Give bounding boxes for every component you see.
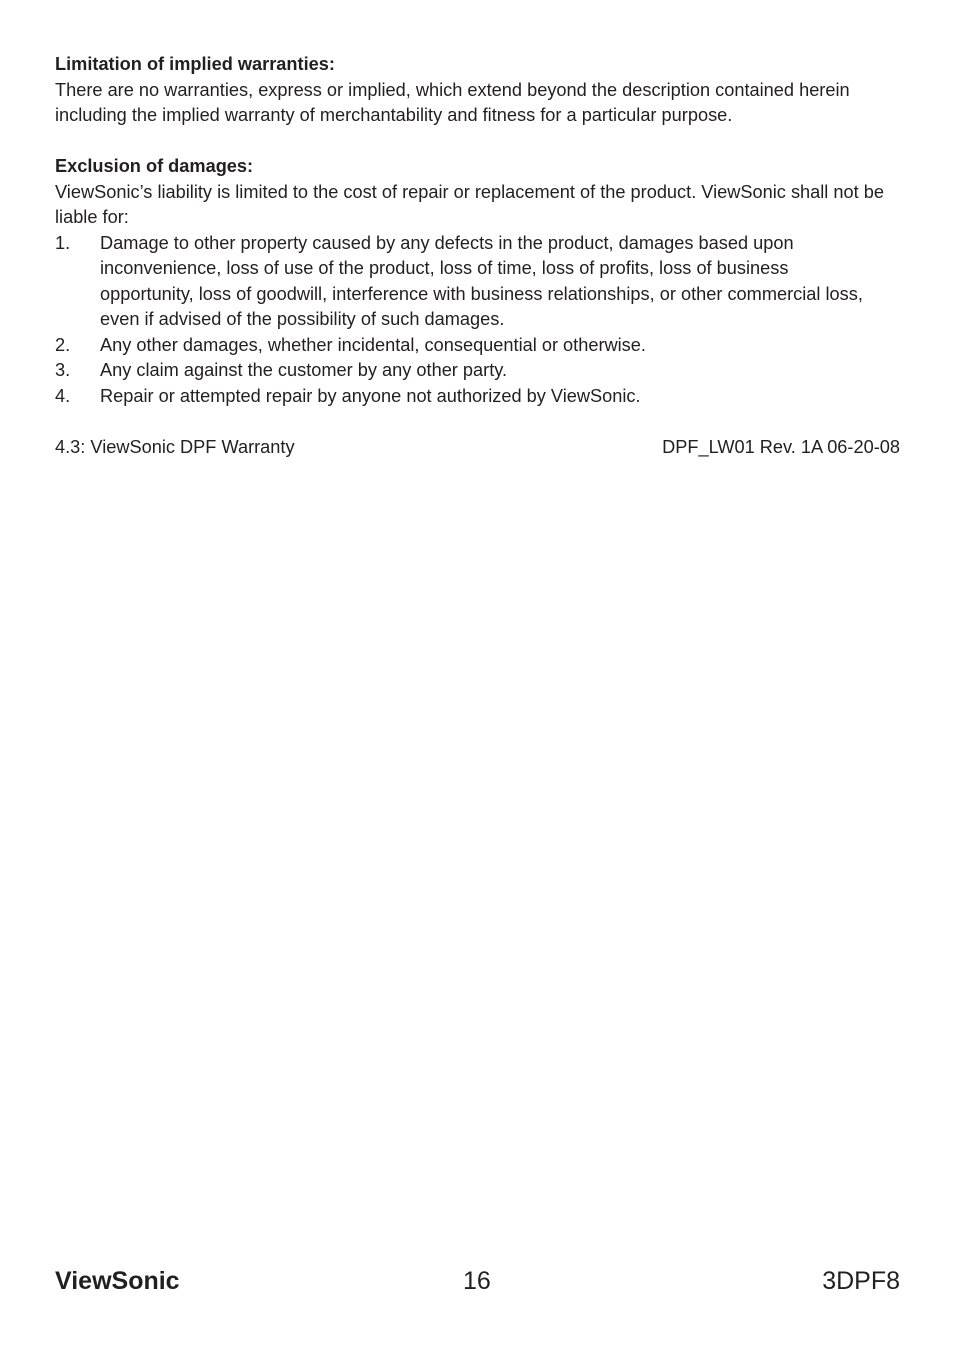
limitation-section <box>55 52 900 129</box>
list-item-number: 1. <box>55 232 71 253</box>
list-item-text: Any other damages, whether incidental, consequential or otherwise. <box>100 334 646 355</box>
section-reference: 4.3: ViewSonic DPF Warranty <box>55 436 295 457</box>
list-item-number: 4. <box>55 385 71 406</box>
list-item-text: Any claim against the customer by any other party. <box>100 360 508 380</box>
limitation-heading: Limitation of implied warranties: <box>55 54 335 74</box>
list-item <box>55 358 900 384</box>
list-item-text: Repair or attempted repair by anyone not authorized by ViewSonic. <box>100 385 641 406</box>
model-number: 3DPF8 <box>822 1267 900 1295</box>
page-footer <box>55 1264 900 1298</box>
revision-code: DPF_LW01 Rev. 1A 06-20-08 <box>662 436 900 457</box>
list-item-text: Damage to other property caused by any defects in the product, damages based upon inconvenience, loss of use of the product, loss of time, loss of profits, loss of business opportunity, loss of goodwill, interference with business relationships, or other commercial loss, even if advised of the possibility of such damages. <box>100 232 863 329</box>
exclusion-heading: Exclusion of damages: <box>55 156 254 176</box>
list-item <box>55 231 900 333</box>
list-item-number: 3. <box>55 360 71 380</box>
exclusion-section <box>55 154 900 409</box>
damages-list <box>55 231 900 410</box>
brand-name: ViewSonic <box>55 1267 180 1295</box>
exclusion-body: ViewSonic’s liability is limited to the cost of repair or replacement of the product. ViewSonic shall not be liable for: <box>55 181 884 227</box>
limitation-body: There are no warranties, express or implied, which extend beyond the description contained herein including the implied warranty of merchantability and fitness for a particular purpose. <box>55 79 850 125</box>
page-number: 16 <box>463 1267 491 1295</box>
document-page <box>55 52 900 460</box>
list-item-number: 2. <box>55 334 71 355</box>
reference-line <box>55 435 900 461</box>
list-item <box>55 384 900 410</box>
list-item <box>55 333 900 359</box>
